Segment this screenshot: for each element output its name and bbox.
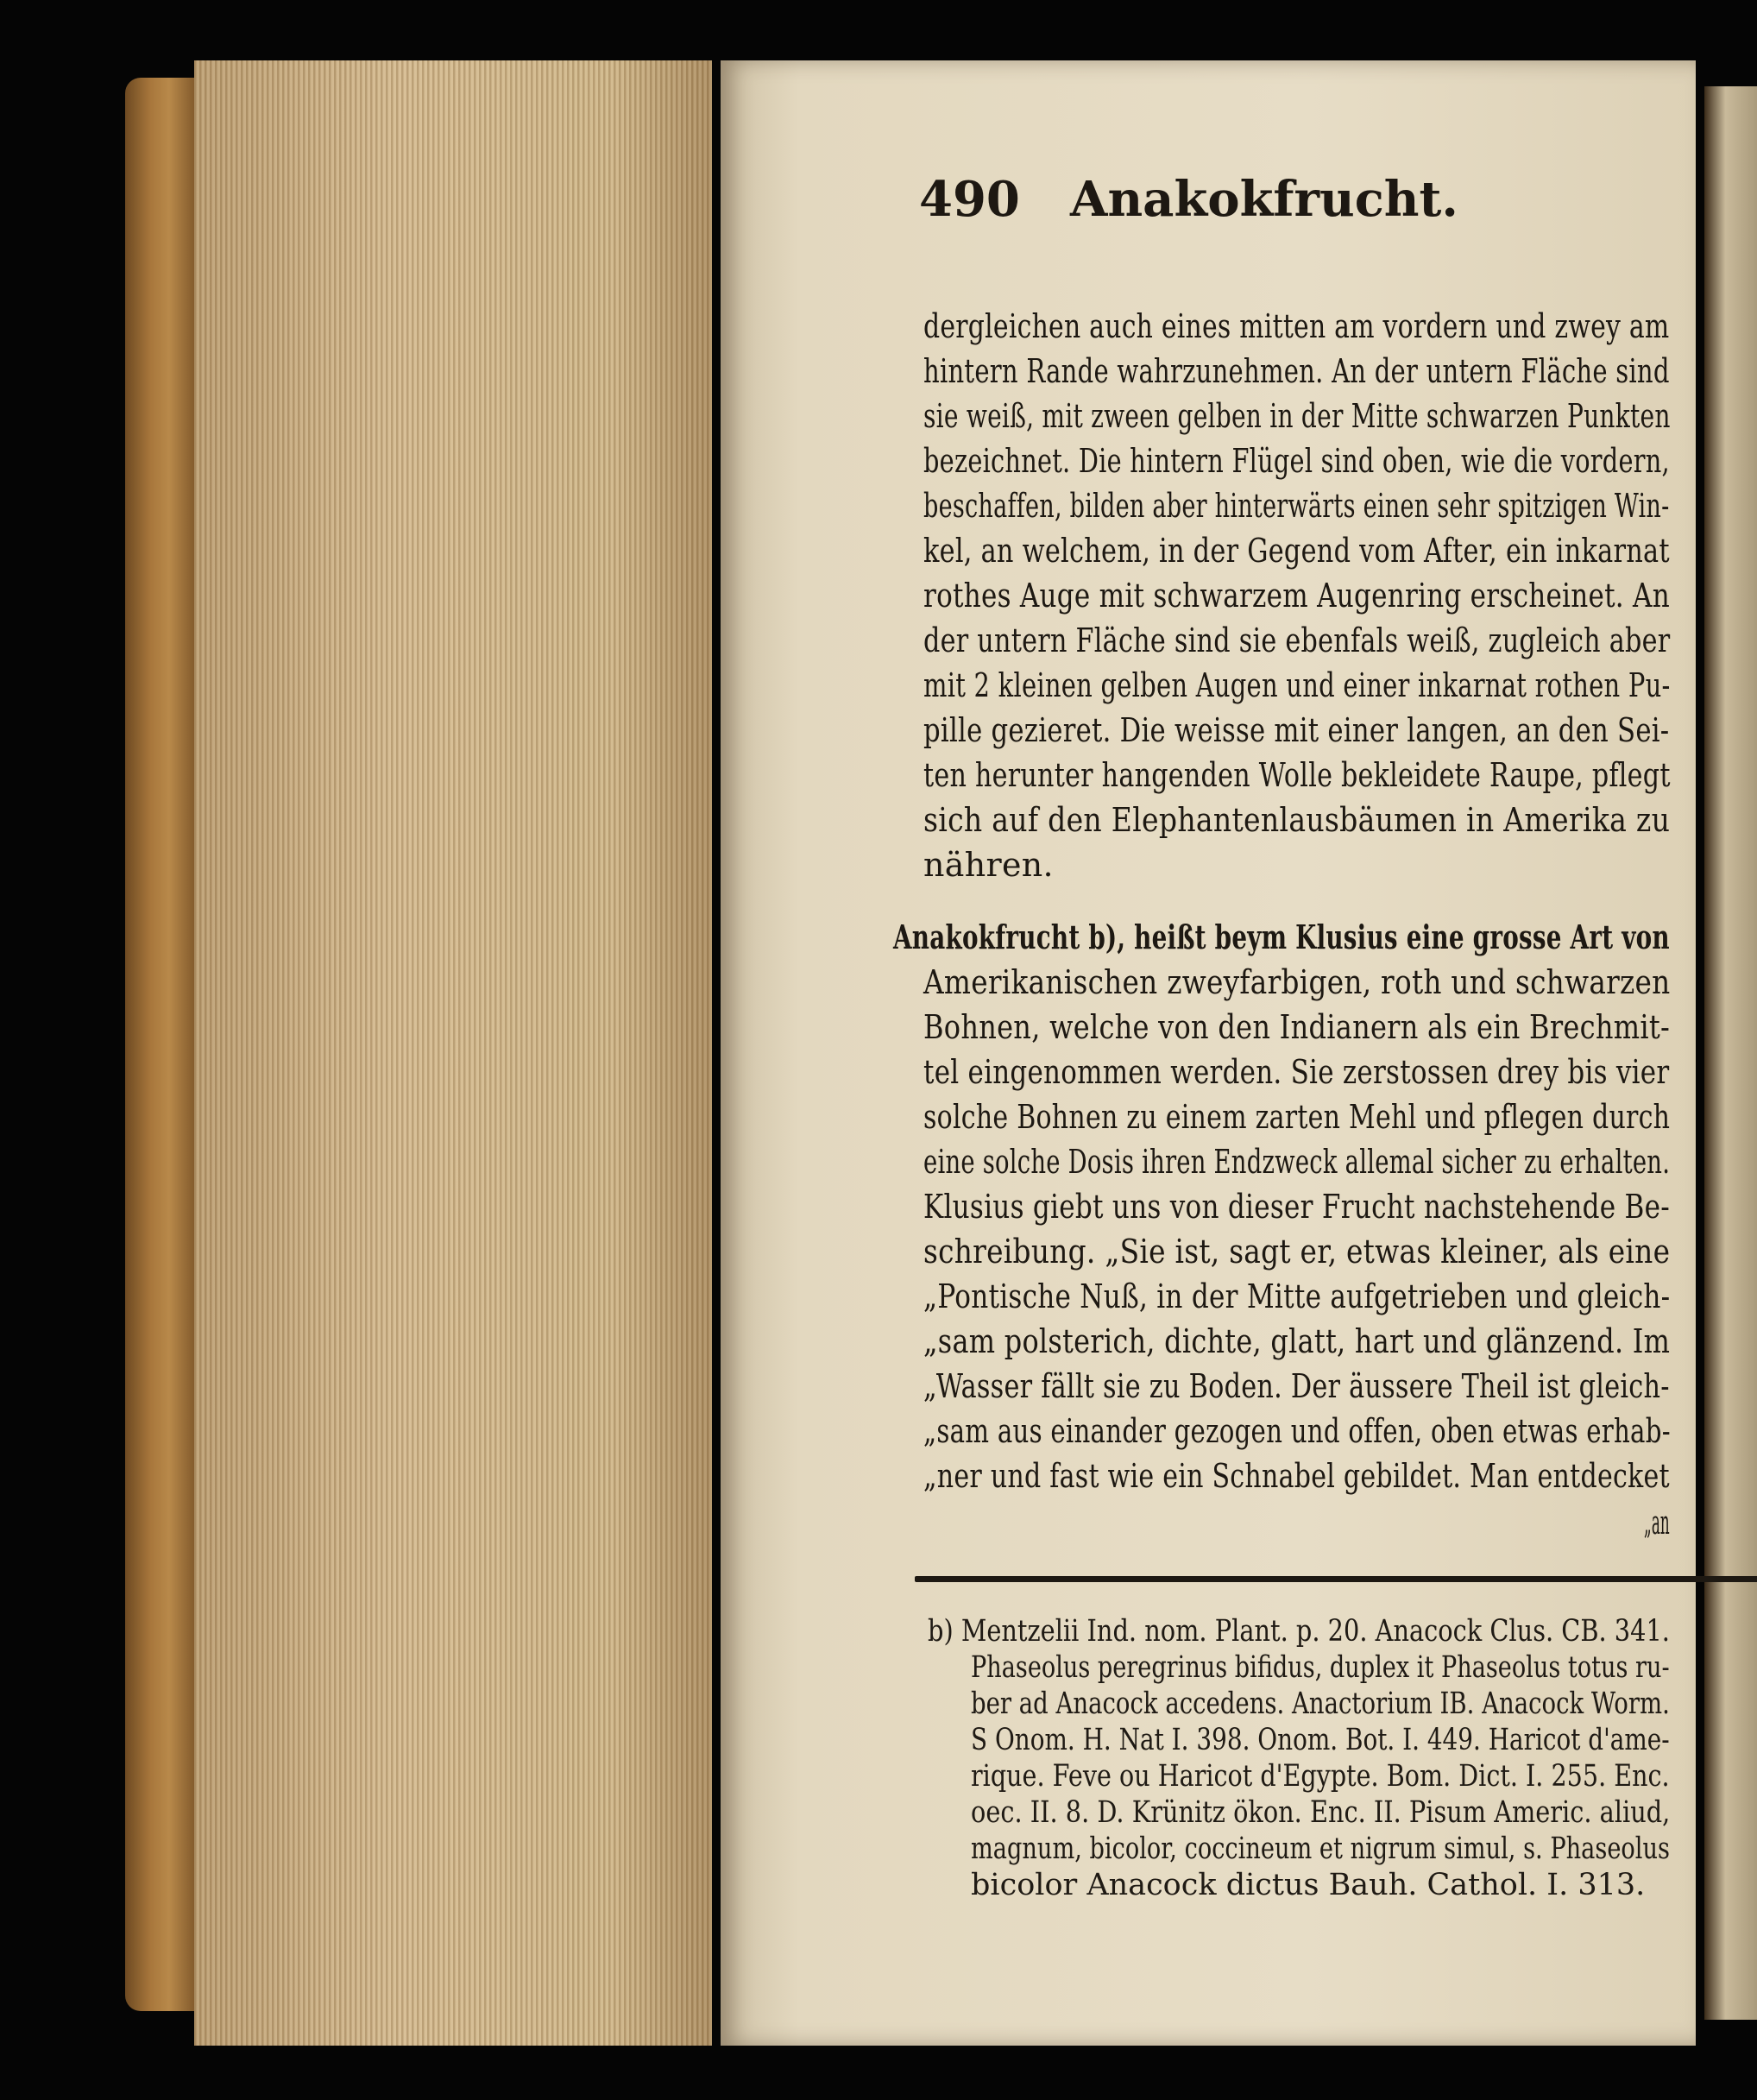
- book: [125, 60, 1757, 2046]
- running-title: Anakokfrucht.: [1070, 171, 1458, 228]
- text-line: „Wasser fällt sie zu Boden. Der äussere Theil ist gleich-: [923, 1367, 1670, 1405]
- footnote-line: ber ad Anacock accedens. Anactorium IB. Anacock Worm.: [971, 1687, 1670, 1721]
- text-line: Amerikanischen zweyfarbigen, roth und schwarzen: [923, 963, 1671, 1001]
- footnote-line: rique. Feve ou Haricot d'Egypte. Bom. Dict. I. 255. Enc.: [971, 1759, 1670, 1794]
- text-line: „sam aus einander gezogen und offen, oben etwas erhab-: [923, 1412, 1671, 1450]
- footnote-line: bicolor Anacock dictus Bauh. Cathol. I. 313.: [971, 1868, 1646, 1902]
- page-number: 490: [919, 171, 1020, 228]
- text-line: dergleichen auch eines mitten am vordern und zwey am: [923, 307, 1670, 345]
- text-line: „Pontische Nuß, in der Mitte aufgetrieben und gleich-: [923, 1277, 1671, 1315]
- text-line: bezeichnet. Die hintern Flügel sind oben, wie die vordern,: [923, 442, 1670, 480]
- text-line: rothes Auge mit schwarzem Augenring erscheinet. An: [923, 577, 1670, 615]
- text-line: eine solche Dosis ihren Endzweck allemal sicher zu erhalten.: [923, 1143, 1671, 1181]
- text-line: Bohnen, welche von den Indianern als ein Brechmit-: [923, 1008, 1671, 1046]
- text-line: sich auf den Elephantenlausbäumen in Amerika zu: [923, 801, 1671, 839]
- text-line: Klusius giebt uns von dieser Frucht nachstehende Be-: [923, 1188, 1670, 1226]
- text-line: solche Bohnen zu einem zarten Mehl und pflegen durch: [923, 1098, 1671, 1136]
- text-line: „ner und fast wie ein Schnabel gebildet. Man entdecket: [923, 1457, 1670, 1495]
- text-line: „sam polsterich, dichte, glatt, hart und glänzend. Im: [923, 1322, 1671, 1360]
- text-line: der untern Fläche sind sie ebenfals weiß, zugleich aber: [923, 621, 1671, 659]
- footnote-line: b) Mentzelii Ind. nom. Plant. p. 20. Anacock Clus. CB. 341.: [928, 1614, 1670, 1649]
- text-line: tel eingenommen werden. Sie zerstossen drey bis vier: [923, 1053, 1670, 1091]
- page-stack: [194, 60, 712, 2046]
- footnote-line: magnum, bicolor, coccineum et nigrum simul, s. Phaseolus: [971, 1832, 1670, 1866]
- entry-heading-line: Anakokfrucht b), heißt beym Klusius eine grosse Art von: [893, 918, 1670, 956]
- text-line: mit 2 kleinen gelben Augen und einer inkarnat rothen Pu-: [923, 666, 1671, 704]
- footnote-line: oec. II. 8. D. Krünitz ökon. Enc. II. Pisum Americ. aliud,: [971, 1795, 1671, 1830]
- text-line: ten herunter hangenden Wolle bekleidete Raupe, pflegt: [923, 756, 1671, 794]
- text-line: hintern Rande wahrzunehmen. An der untern Fläche sind: [923, 352, 1670, 390]
- book-cover-edge: [125, 78, 198, 2011]
- text-line: nähren.: [923, 846, 1054, 884]
- footnote-line: Phaseolus peregrinus bifidus, duplex it Phaseolus totus ru-: [971, 1650, 1670, 1685]
- text-line: beschaffen, bilden aber hinterwärts einen sehr spitzigen Win-: [923, 487, 1670, 525]
- text-line: kel, an welchem, in der Gegend vom After, ein inkarnat: [923, 532, 1670, 570]
- catchword: „an: [1644, 1504, 1670, 1542]
- footnote-rule: [915, 1576, 1757, 1582]
- text-line: schreibung. „Sie ist, sagt er, etwas kleiner, als eine: [923, 1233, 1671, 1271]
- book-page: [721, 60, 1696, 2046]
- text-line: sie weiß, mit zween gelben in der Mitte schwarzen Punkten: [923, 397, 1671, 435]
- facing-page-edge: [1704, 86, 1757, 2020]
- text-line: pille gezieret. Die weisse mit einer langen, an den Sei-: [923, 711, 1670, 749]
- footnote-line: S Onom. H. Nat I. 398. Onom. Bot. I. 449. Haricot d'ame-: [971, 1723, 1670, 1757]
